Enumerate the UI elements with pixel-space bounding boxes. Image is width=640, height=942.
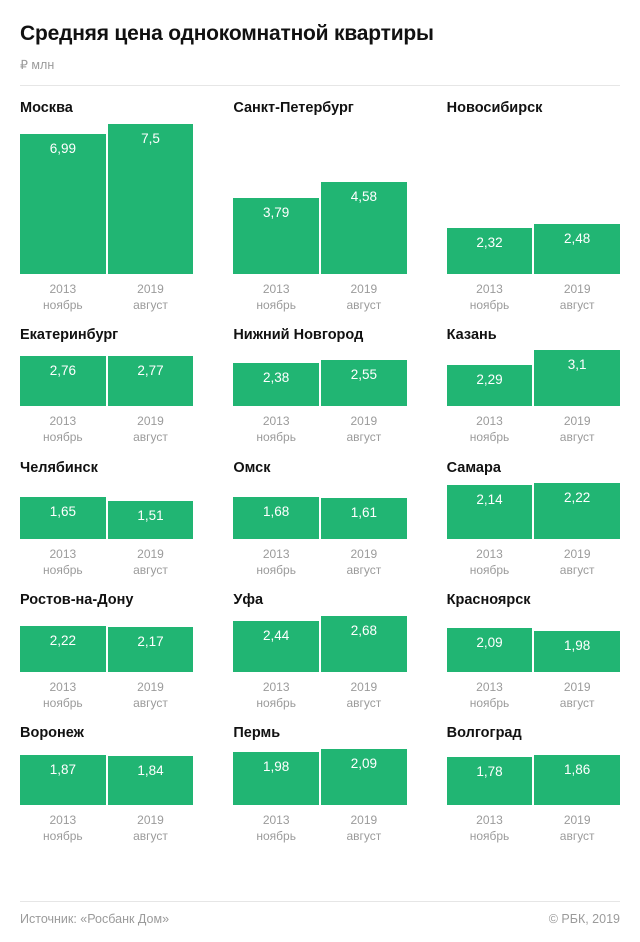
bar-value-label: 3,79 <box>263 204 290 220</box>
axis-tick-month: ноябрь <box>43 297 83 312</box>
chart-panel <box>447 711 620 844</box>
bar-chart <box>447 749 620 805</box>
axis-tick <box>233 679 319 711</box>
bar-value-label: 1,87 <box>49 761 76 777</box>
axis-tick-month: август <box>559 430 595 445</box>
bar <box>321 616 407 672</box>
copyright-label: © РБК, 2019 <box>548 912 620 926</box>
bar-value-label: 2,32 <box>476 234 503 250</box>
axis-tick-month: ноябрь <box>469 828 510 843</box>
axis-tick-year: 2013 <box>476 812 503 827</box>
chart-panel <box>233 86 406 313</box>
bar-group <box>233 360 406 406</box>
x-axis <box>233 413 406 445</box>
axis-tick <box>321 413 407 445</box>
axis-tick-year: 2019 <box>563 281 591 296</box>
chart-panel <box>447 313 620 446</box>
chart-grid <box>20 86 620 844</box>
bar <box>108 627 194 672</box>
axis-tick <box>20 679 106 711</box>
panel-city-label: Самара <box>446 459 501 476</box>
bar-chart <box>20 483 193 539</box>
axis-tick-year: 2019 <box>137 812 164 827</box>
axis-tick <box>447 413 533 445</box>
x-axis <box>20 546 193 578</box>
bar-chart <box>447 350 620 406</box>
panel-city-label: Казань <box>446 326 497 343</box>
bar-chart <box>20 749 193 805</box>
chart-panel <box>233 313 406 446</box>
x-axis <box>20 413 193 445</box>
axis-tick <box>534 679 620 711</box>
axis-tick-year: 2019 <box>563 414 591 429</box>
bar-value-label: 2,22 <box>564 490 591 506</box>
bar <box>534 350 620 406</box>
panel-city-label: Воронеж <box>20 725 84 742</box>
axis-tick <box>447 679 533 711</box>
bar-value-label: 1,98 <box>564 637 591 653</box>
bar-chart <box>447 483 620 539</box>
unit-label: ₽ млн <box>20 58 55 73</box>
bar-value-label: 1,61 <box>350 505 377 521</box>
panel-city-label: Волгоград <box>446 725 522 742</box>
bar <box>20 626 106 672</box>
panel-city-label: Пермь <box>233 725 281 742</box>
bar <box>447 365 533 406</box>
axis-tick <box>20 812 106 844</box>
source-label: Источник: «Росбанк Дом» <box>20 912 170 926</box>
axis-tick-month: ноябрь <box>469 430 510 445</box>
axis-tick-month: август <box>346 828 382 843</box>
bar-value-label: 2,44 <box>263 627 290 643</box>
page-title: Средняя цена однокомнатной квартиры <box>20 22 434 45</box>
x-axis <box>233 679 406 711</box>
axis-tick <box>20 281 106 313</box>
chart-panel <box>20 711 193 844</box>
bar <box>447 628 533 672</box>
bar-group <box>20 124 193 274</box>
axis-tick-month: август <box>346 430 382 445</box>
axis-tick-year: 2019 <box>137 547 164 562</box>
bar <box>233 198 319 274</box>
panel-city-label: Нижний Новгород <box>233 326 364 343</box>
axis-tick-month: ноябрь <box>43 563 83 578</box>
axis-tick-month: август <box>133 563 168 578</box>
bar-value-label: 7,5 <box>141 130 160 146</box>
bar-value-label: 2,29 <box>476 372 503 388</box>
panel-city-label: Челябинск <box>20 459 98 476</box>
panel-city-label: Ростов-на-Дону <box>20 592 134 609</box>
chart-panel <box>447 578 620 711</box>
axis-tick-month: ноябрь <box>256 696 296 711</box>
axis-tick-year: 2019 <box>137 679 164 694</box>
bar-group <box>233 616 406 672</box>
axis-tick-year: 2013 <box>49 281 77 296</box>
panel-city-label: Уфа <box>233 592 264 609</box>
panel-city-label: Санкт-Петербург <box>233 100 354 117</box>
axis-tick-month: ноябрь <box>469 563 510 578</box>
x-axis <box>447 413 620 445</box>
bar-value-label: 2,17 <box>137 633 164 649</box>
axis-tick <box>108 812 194 844</box>
bar <box>20 356 106 406</box>
axis-tick-month: август <box>559 828 595 843</box>
axis-tick-month: ноябрь <box>43 828 83 843</box>
bar-value-label: 1,84 <box>137 762 164 778</box>
axis-tick <box>534 812 620 844</box>
bar-group <box>447 628 620 672</box>
axis-tick-year: 2013 <box>476 679 503 694</box>
axis-tick <box>321 812 407 844</box>
bar <box>321 498 407 539</box>
bar-value-label: 2,48 <box>564 230 591 246</box>
axis-tick-year: 2019 <box>350 679 378 694</box>
x-axis <box>233 281 406 313</box>
bar <box>447 757 533 805</box>
bar <box>534 631 620 672</box>
bar <box>233 752 319 805</box>
axis-tick-month: ноябрь <box>43 430 83 445</box>
x-axis <box>20 281 193 313</box>
bar-group <box>20 755 193 805</box>
bar-value-label: 1,86 <box>564 761 591 777</box>
footer-divider <box>20 901 620 902</box>
bar-value-label: 2,14 <box>476 492 503 508</box>
panel-city-label: Москва <box>20 100 73 117</box>
panel-city-label: Новосибирск <box>446 100 543 117</box>
footer <box>20 901 620 926</box>
chart-panel <box>233 446 406 579</box>
axis-tick <box>20 546 106 578</box>
axis-tick-year: 2019 <box>350 547 378 562</box>
axis-tick-month: август <box>346 563 382 578</box>
bar <box>108 756 194 805</box>
x-axis <box>233 812 406 844</box>
axis-tick-year: 2013 <box>262 812 290 827</box>
bar-value-label: 1,65 <box>49 504 76 520</box>
bar-chart <box>20 350 193 406</box>
axis-tick <box>447 812 533 844</box>
axis-tick-month: ноябрь <box>469 297 510 312</box>
chart-panel <box>20 86 193 313</box>
bar-group <box>233 182 406 274</box>
bar-value-label: 2,68 <box>350 622 377 638</box>
axis-tick-year: 2013 <box>262 281 290 296</box>
bar <box>233 621 319 672</box>
bar-chart <box>20 616 193 672</box>
axis-tick-year: 2019 <box>137 414 164 429</box>
chart-panel <box>233 711 406 844</box>
bar-group <box>447 350 620 406</box>
bar-chart <box>233 749 406 805</box>
bar-group <box>20 497 193 539</box>
axis-tick-year: 2019 <box>137 281 164 296</box>
bar-value-label: 1,98 <box>263 758 290 774</box>
bar-chart <box>20 124 193 274</box>
x-axis <box>447 679 620 711</box>
axis-tick-month: ноябрь <box>256 828 296 843</box>
bar <box>108 124 194 274</box>
axis-tick-month: август <box>133 828 168 843</box>
bar-value-label: 2,77 <box>137 363 164 379</box>
bar <box>447 228 533 274</box>
bar-chart <box>447 616 620 672</box>
axis-tick <box>233 812 319 844</box>
axis-tick-year: 2013 <box>49 547 77 562</box>
bar-value-label: 1,78 <box>476 763 503 779</box>
bar <box>20 134 106 274</box>
x-axis <box>447 281 620 313</box>
axis-tick <box>321 281 407 313</box>
chart-panel <box>233 578 406 711</box>
bar <box>108 501 194 539</box>
bar-chart <box>233 124 406 274</box>
bar-group <box>447 755 620 805</box>
bar <box>447 485 533 539</box>
axis-tick <box>233 413 319 445</box>
axis-tick-year: 2013 <box>49 812 77 827</box>
panel-city-label: Омск <box>233 459 271 476</box>
axis-tick-year: 2013 <box>476 414 503 429</box>
axis-tick <box>321 679 407 711</box>
bar-group <box>233 749 406 805</box>
chart-panel <box>20 446 193 579</box>
axis-tick-year: 2013 <box>476 547 503 562</box>
chart-panel <box>20 313 193 446</box>
axis-tick <box>321 546 407 578</box>
axis-tick <box>447 281 533 313</box>
bar-value-label: 2,09 <box>476 634 503 650</box>
axis-tick-month: ноябрь <box>43 696 83 711</box>
axis-tick <box>233 281 319 313</box>
bar-group <box>20 626 193 672</box>
bar-value-label: 2,09 <box>350 755 377 771</box>
bar <box>534 483 620 539</box>
axis-tick <box>108 679 194 711</box>
axis-tick-month: август <box>559 297 595 312</box>
bar-value-label: 4,58 <box>350 188 377 204</box>
bar-group <box>20 356 193 406</box>
axis-tick-year: 2019 <box>563 679 591 694</box>
axis-tick-year: 2013 <box>262 679 290 694</box>
axis-tick <box>108 281 194 313</box>
axis-tick <box>233 546 319 578</box>
axis-tick-year: 2019 <box>350 281 378 296</box>
bar-chart <box>233 616 406 672</box>
chart-panel <box>447 446 620 579</box>
chart-panel <box>447 86 620 313</box>
axis-tick-month: ноябрь <box>256 430 296 445</box>
axis-tick-year: 2013 <box>49 414 77 429</box>
axis-tick <box>534 413 620 445</box>
x-axis <box>20 812 193 844</box>
axis-tick-year: 2019 <box>350 414 378 429</box>
axis-tick-month: ноябрь <box>256 297 296 312</box>
axis-tick-month: ноябрь <box>469 696 510 711</box>
axis-tick <box>108 413 194 445</box>
axis-tick-month: август <box>346 696 382 711</box>
bar-group <box>447 483 620 539</box>
bar-value-label: 3,1 <box>567 357 587 373</box>
axis-tick-year: 2013 <box>49 679 77 694</box>
x-axis <box>233 546 406 578</box>
bar <box>108 356 194 406</box>
x-axis <box>20 679 193 711</box>
panel-city-label: Красноярск <box>446 592 531 609</box>
axis-tick <box>534 546 620 578</box>
axis-tick-year: 2019 <box>350 812 378 827</box>
axis-tick-year: 2019 <box>563 812 591 827</box>
axis-tick-month: август <box>133 696 168 711</box>
bar-chart <box>233 483 406 539</box>
axis-tick <box>447 546 533 578</box>
bar <box>321 360 407 406</box>
bar <box>534 755 620 805</box>
chart-panel <box>20 578 193 711</box>
axis-tick-month: ноябрь <box>256 563 296 578</box>
bar-chart <box>233 350 406 406</box>
axis-tick-year: 2013 <box>262 547 290 562</box>
bar-value-label: 2,55 <box>350 367 377 383</box>
x-axis <box>447 812 620 844</box>
axis-tick-year: 2013 <box>476 281 503 296</box>
bar-value-label: 6,99 <box>49 140 76 156</box>
bar <box>233 497 319 539</box>
bar-value-label: 2,22 <box>49 632 76 648</box>
axis-tick-month: август <box>133 297 168 312</box>
axis-tick-month: август <box>346 297 382 312</box>
bar-group <box>233 497 406 539</box>
bar <box>233 363 319 406</box>
bar <box>20 755 106 805</box>
axis-tick <box>534 281 620 313</box>
bar <box>534 224 620 274</box>
axis-tick-year: 2019 <box>563 547 591 562</box>
bar-group <box>447 224 620 274</box>
x-axis <box>447 546 620 578</box>
bar-value-label: 1,68 <box>263 504 290 520</box>
bar-value-label: 1,51 <box>137 508 164 524</box>
bar-value-label: 2,76 <box>49 363 76 379</box>
bar <box>321 749 407 805</box>
bar-chart <box>447 124 620 274</box>
axis-tick-month: август <box>559 696 595 711</box>
axis-tick-year: 2013 <box>262 414 290 429</box>
axis-tick-month: август <box>133 430 168 445</box>
panel-city-label: Екатеринбург <box>20 326 119 343</box>
axis-tick <box>20 413 106 445</box>
bar-value-label: 2,38 <box>263 370 290 386</box>
bar <box>321 182 407 274</box>
axis-tick-month: август <box>559 563 595 578</box>
axis-tick <box>108 546 194 578</box>
bar <box>20 497 106 539</box>
